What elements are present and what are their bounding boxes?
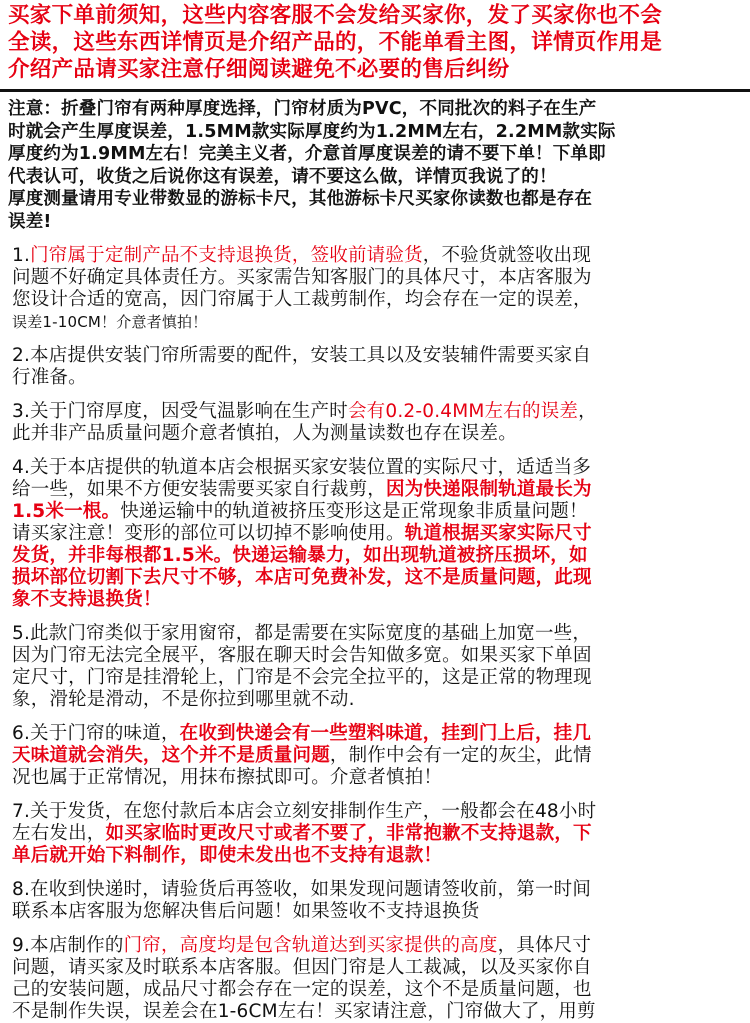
item-line: 联系本店客服为您解决售后问题！如果签收不支持退换货: [12, 901, 480, 922]
notice-item-8: [0, 879, 750, 923]
item-line: 因为门帘无法完全展平，客服在聊天时会告知做多宽。如果买家下单固: [12, 645, 592, 666]
item-line: 单后就开始下料制作，即使未发出也不支持有退款！: [12, 845, 443, 866]
item-line: 您设计合适的宽高，因门帘属于人工裁剪制作，均会存在一定的误差，: [12, 289, 592, 310]
notice-line: 注意：折叠门帘有两种厚度选择，门帘材质为PVC，不同批次的料子在生产: [8, 99, 597, 119]
banner-line: 买家下单前须知，这些内容客服不会发给买家你，发了买家你也不会: [8, 3, 663, 28]
item-line: 象不支持退换货！: [12, 589, 162, 610]
notice-line: 厚度测量请用专业带数显的游标卡尺，其他游标卡尺买家你读数也都是存在: [8, 189, 593, 209]
item-line: 己的安装问题，成品尺寸都会存在一定的误差，这个不是质量问题，也: [12, 979, 592, 1000]
item-line: 6.关于门帘的味道，在收到快递会有一些塑料味道，挂到门上后，挂几: [12, 723, 592, 744]
banner-line: 全读，这些东西详情页是介绍产品的，不能单看主图，详情页作用是: [8, 30, 663, 55]
item-line: 损坏部位切割下去尺寸不够，本店可免费补发，这不是质量问题，此现: [12, 567, 592, 588]
item-line: 1.5米一根。快递运输中的轨道被挤压变形这是正常现象非质量问题！: [12, 501, 588, 522]
warning-banner: [0, 0, 750, 87]
item-line: 5.此款门帘类似于家用窗帘，都是需要在实际宽度的基础上加宽一些，: [12, 623, 592, 644]
thickness-notice: [0, 98, 750, 233]
item-line: 天味道就会消失，这个并不是质量问题，制作中会有一定的灰尘，此情: [12, 745, 592, 766]
item-line: 3.关于门帘厚度，因受气温影响在生产时会有0.2-0.4MM左右的误差，: [12, 401, 597, 422]
notice-item-4: [0, 457, 750, 611]
item-line: 1.门帘属于定制产品不支持退换货，签收前请验货，不验货就签收出现: [12, 245, 592, 266]
notice-item-5: [0, 623, 750, 711]
notice-line: 误差!: [8, 211, 52, 232]
item-line: 况也属于正常情况，用抹布擦拭即可。介意者慎拍！: [12, 767, 443, 788]
notice-item-1: [0, 245, 750, 333]
notice-item-3: [0, 401, 750, 445]
item-line: 2.本店提供安装门帘所需要的配件，安装工具以及安装辅件需要买家自: [12, 345, 592, 366]
item-line: 定尺寸，门帘是挂滑轮上，门帘是不会完全拉平的，这是正常的物理现: [12, 667, 592, 688]
divider: [0, 89, 750, 92]
item-line: 行准备。: [12, 367, 87, 388]
item-line: 误差1-10CM！介意者慎拍！: [12, 313, 208, 331]
item-line: 7.关于发货，在您付款后本店会立刻安排制作生产，一般都会在48小时: [12, 801, 597, 822]
banner-line: 介绍产品请买家注意仔细阅读避免不必要的售后纠纷: [8, 57, 510, 82]
item-line: 此并非产品质量问题介意者慎拍，人为测量读数也存在误差。: [12, 423, 517, 444]
item-line: 象，滑轮是滑动，不是你拉到哪里就不动.: [12, 689, 355, 710]
notice-line: 厚度约为1.9MM左右！完美主义者，介意首厚度误差的请不要下单！下单即: [8, 144, 606, 164]
notice-line: 时就会产生厚度误差，1.5MM款实际厚度约为1.2MM左右，2.2MM款实际: [8, 121, 616, 142]
item-line: 发货，并非每根都1.5米。快递运输暴力，如出现轨道被挤压损坏，如: [12, 545, 588, 566]
item-line: 不是制作失误，误差会在1-6CM左右！买家请注意，门帘做大了，用剪: [12, 1001, 596, 1022]
notice-item-7: [0, 801, 750, 867]
item-line: 问题，请买家及时联系本店客服。但因门帘是人工裁减，以及买家你自: [12, 957, 592, 978]
item-line: 给一些，如果不方便安装需要买家自行裁剪，因为快递限制轨道最长为: [12, 479, 592, 500]
notice-item-2: [0, 345, 750, 389]
item-line: 4.关于本店提供的轨道本店会根据买家安装位置的实际尺寸，适适当多: [12, 457, 592, 478]
item-line: 问题不好确定具体责任方。买家需告知客服门的具体尺寸，本店客服为: [12, 267, 592, 288]
item-line: 请买家注意！变形的部位可以切掉不影响使用。轨道根据买家实际尺寸: [12, 523, 592, 544]
item-line: 左右发出，如买家临时更改尺寸或者不要了，非常抱歉不支持退款，下: [12, 823, 592, 844]
notice-item-6: [0, 723, 750, 789]
item-line: 8.在收到快递时，请验货后再签收，如果发现问题请签收前，第一时间: [12, 879, 592, 900]
notice-line: 代表认可，收货之后说你这有误差，请不要这么做，详情页我说了的！: [8, 166, 557, 187]
notice-item-9: [0, 935, 750, 1023]
item-line: 9.本店制作的门帘，高度均是包含轨道达到买家提供的高度，具体尺寸: [12, 935, 592, 956]
